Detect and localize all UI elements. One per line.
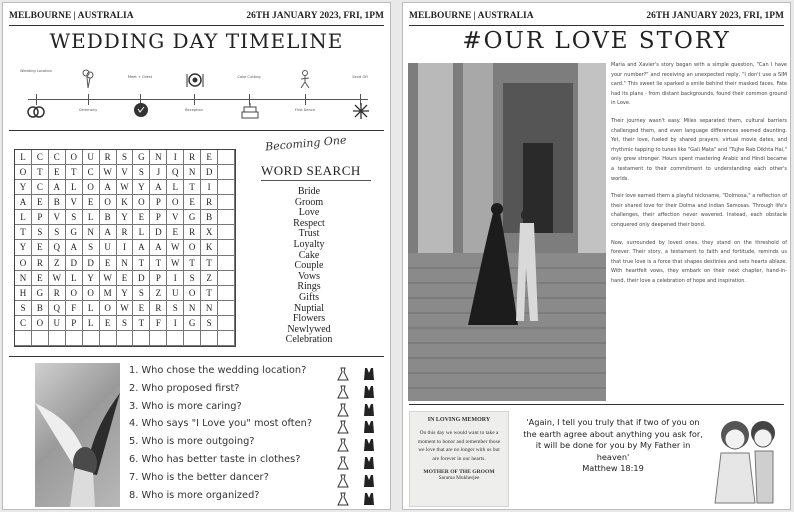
- word-search-cell: D: [133, 271, 150, 286]
- word-search-cell: R: [201, 195, 218, 210]
- word-search-cell: G: [184, 316, 201, 331]
- word-search-cell: V: [117, 165, 134, 180]
- story-text: [611, 61, 787, 294]
- word-search-cell: T: [184, 256, 201, 271]
- word-search-cell: T: [133, 316, 150, 331]
- word-search-cell: V: [49, 210, 66, 225]
- word-search-cell: T: [133, 256, 150, 271]
- bride-groom-icons: [337, 491, 379, 505]
- location-label: MELBOURNE | AUSTRALIA: [9, 11, 134, 21]
- word-search-cell: R: [150, 301, 167, 316]
- memory-title: IN LOVING MEMORY: [427, 417, 491, 423]
- word-search-cell: S: [184, 271, 201, 286]
- word-search-cell: Q: [49, 301, 66, 316]
- word-search-cell: Y: [15, 180, 32, 195]
- word-search-cell: [133, 331, 150, 346]
- word-search-cell: A: [150, 180, 167, 195]
- word-search-cell: S: [133, 165, 150, 180]
- word-search-cell: T: [15, 225, 32, 240]
- word-search-cell: Y: [15, 240, 32, 255]
- word-search-cell: I: [167, 316, 184, 331]
- memory-text: On this day we would want to take a moment to honor and remember those we love that are no longer with us but are forever in our hearts.: [417, 430, 501, 462]
- bride-dress-icon: [338, 457, 348, 469]
- word-list-item: Celebration: [285, 334, 333, 346]
- word-list-item: Nuptial: [294, 302, 324, 314]
- dance-icon: [296, 69, 314, 89]
- bible-quote: [523, 417, 703, 475]
- building-steps-image: [408, 63, 606, 401]
- quiz-question: 4. Who says "I Love you" most often?: [129, 418, 313, 430]
- word-search-cell: T: [66, 165, 83, 180]
- divider: [9, 130, 384, 131]
- word-search-cell: C: [15, 316, 32, 331]
- word-search-cell: [49, 331, 66, 346]
- word-search-cell: S: [32, 225, 49, 240]
- word-search-cell: R: [117, 225, 134, 240]
- groom-suit-icon: [364, 368, 374, 380]
- memory-name: Sarama Mukherjee: [438, 475, 480, 482]
- word-search-cell: [201, 331, 218, 346]
- word-search-cell: O: [66, 286, 83, 301]
- word-search-cell: L: [15, 150, 32, 165]
- word-search-cell: E: [32, 195, 49, 210]
- word-search-cell: [218, 331, 235, 346]
- word-list-item: Gifts: [299, 291, 319, 303]
- word-search-cell: B: [32, 301, 49, 316]
- word-search-cell: [218, 210, 235, 225]
- timeline-label: Ceremony: [78, 108, 98, 112]
- word-list-item: Respect: [293, 217, 325, 229]
- word-search-cell: S: [133, 286, 150, 301]
- word-search-cell: E: [32, 271, 49, 286]
- word-search-cell: K: [201, 240, 218, 255]
- word-search-cell: N: [15, 271, 32, 286]
- word-search-cell: U: [49, 316, 66, 331]
- timeline-label: Send Off: [352, 75, 368, 79]
- couple-cartoon-icon: [713, 413, 787, 507]
- word-search-cell: [218, 180, 235, 195]
- word-search-cell: P: [66, 316, 83, 331]
- word-search-cell: L: [83, 316, 100, 331]
- bride-dress-icon: [338, 368, 348, 380]
- rings-icon: [25, 104, 47, 118]
- divider: [409, 404, 784, 405]
- timeline-label: Wedding Location: [19, 69, 52, 73]
- timeline-label: Reception: [185, 108, 203, 112]
- word-search-cell: S: [167, 301, 184, 316]
- word-search-cell: I: [167, 271, 184, 286]
- in-loving-memory-box: [409, 411, 509, 507]
- word-search-cell: P: [150, 195, 167, 210]
- word-search-cell: W: [117, 301, 134, 316]
- word-search-cell: N: [83, 225, 100, 240]
- word-search-cell: T: [32, 165, 49, 180]
- quote-text: 'Again, I tell you truly that if two of you on the earth agree about anything you ask for, it will be done for you by My Father in heaven': [523, 417, 703, 462]
- word-search-cell: N: [184, 165, 201, 180]
- word-search-cell: L: [133, 225, 150, 240]
- quiz-question: 1. Who chose the wedding location?: [129, 365, 307, 376]
- quiz-question: 7. Who is the better dancer?: [129, 471, 269, 483]
- divider: [9, 356, 384, 357]
- word-search-cell: [100, 331, 117, 346]
- word-search-cell: S: [49, 225, 66, 240]
- word-search-cell: W: [117, 180, 134, 195]
- groom-suit-icon: [364, 439, 374, 451]
- word-search-cell: P: [150, 210, 167, 225]
- word-search-cell: O: [184, 240, 201, 255]
- word-search-cell: D: [201, 165, 218, 180]
- word-search-cell: W: [100, 165, 117, 180]
- word-search-cell: L: [83, 210, 100, 225]
- bride-groom-icons: [337, 384, 379, 398]
- word-search-cell: Y: [117, 210, 134, 225]
- word-search-cell: L: [167, 180, 184, 195]
- word-search-cell: D: [83, 256, 100, 271]
- word-search-cell: W: [167, 256, 184, 271]
- word-list-item: Bride: [297, 186, 321, 197]
- word-search-cell: E: [117, 271, 134, 286]
- word-list-item: Vows: [297, 270, 321, 282]
- story-paragraph: Maria and Xavier's story began with a simple question, "Can I have your number?" and receiving an unexpected reply, "I don't use a SIM card." This sweet lie sparked a smile behind their masked faces. Fate had its plans - from distant backgrounds, found their common ground in Love.: [611, 62, 787, 107]
- word-search-cell: A: [66, 240, 83, 255]
- word-search-cell: S: [201, 316, 218, 331]
- bride-groom-icons: [337, 437, 379, 451]
- word-search-cell: Q: [49, 240, 66, 255]
- divider: [9, 25, 384, 26]
- word-search-cell: R: [32, 256, 49, 271]
- word-search-cell: Y: [117, 286, 134, 301]
- word-search-cell: Y: [133, 180, 150, 195]
- word-search-cell: N: [117, 256, 134, 271]
- word-search-cell: A: [100, 180, 117, 195]
- word-search-cell: Z: [150, 286, 167, 301]
- word-list-item: Loyalty: [293, 238, 325, 250]
- word-search-cell: X: [201, 225, 218, 240]
- groom-suit-icon: [364, 404, 374, 416]
- word-search-cell: T: [201, 286, 218, 301]
- word-search-cell: Z: [49, 256, 66, 271]
- word-search-cell: D: [150, 225, 167, 240]
- word-search-cell: C: [32, 150, 49, 165]
- word-search-cell: O: [83, 180, 100, 195]
- bride-groom-icons: [337, 402, 379, 416]
- word-search-cell: C: [32, 180, 49, 195]
- word-search-cell: C: [83, 165, 100, 180]
- date-label: 26TH JANUARY 2023, FRI, 1PM: [646, 11, 784, 21]
- word-search-cell: E: [83, 195, 100, 210]
- word-search-cell: O: [184, 286, 201, 301]
- bride-dress-icon: [338, 475, 348, 487]
- cake-icon: [240, 102, 260, 120]
- word-search-cell: H: [15, 286, 32, 301]
- word-search-cell: [184, 331, 201, 346]
- word-search-cell: [83, 331, 100, 346]
- word-search-cell: [218, 225, 235, 240]
- word-search-cell: U: [100, 240, 117, 255]
- word-search-cell: S: [83, 240, 100, 255]
- word-search-cell: B: [100, 210, 117, 225]
- word-search-cell: L: [66, 271, 83, 286]
- word-search-cell: V: [66, 195, 83, 210]
- word-search-cell: A: [49, 180, 66, 195]
- quiz-question: 5. Who is more outgoing?: [129, 436, 255, 448]
- word-search-cell: B: [201, 210, 218, 225]
- word-search-cell: K: [117, 195, 134, 210]
- word-search-cell: A: [100, 225, 117, 240]
- word-list-item: Cake: [298, 249, 320, 261]
- word-search-cell: Q: [167, 165, 184, 180]
- timeline-label: Cake Cutting: [237, 75, 261, 79]
- word-search-cell: E: [201, 150, 218, 165]
- word-list-item: Love: [298, 207, 320, 219]
- word-search-cell: T: [150, 256, 167, 271]
- word-search-cell: [218, 286, 235, 301]
- word-search-cell: L: [66, 180, 83, 195]
- story-paragraph: Now, surrounded by loved ones, they stand on the threshold of forever. Their story, a testament to faith and fortitude, reminds us that true love is a force that shapes destinies and sets hearts ablaze. With heartfelt vows, they embark on their next chapter, hand-in-hand, their love a celebration of hope and inspiration.: [611, 239, 787, 284]
- bride-groom-icons: [337, 366, 379, 380]
- groom-suit-icon: [364, 475, 374, 487]
- word-list-item: Newlywed: [287, 323, 331, 335]
- quote-reference: Matthew 18:19: [582, 463, 644, 473]
- word-search-cell: E: [100, 256, 117, 271]
- word-search-cell: E: [184, 195, 201, 210]
- word-search-cell: [150, 331, 167, 346]
- word-search-cell: L: [15, 210, 32, 225]
- word-search-cell: R: [184, 150, 201, 165]
- word-search-cell: N: [184, 301, 201, 316]
- page-title: #OUR LOVE STORY: [462, 28, 731, 54]
- word-search-cell: [218, 316, 235, 331]
- word-search-cell: I: [167, 150, 184, 165]
- word-search-cell: P: [32, 210, 49, 225]
- word-search-cell: [167, 331, 184, 346]
- word-search-cell: O: [133, 195, 150, 210]
- timeline-label: Meet + Greet: [127, 75, 153, 79]
- script-title: Becoming One: [264, 133, 347, 154]
- story-paragraph: Their love earned them a playful nickname, "Dolmosa," a reflection of their shared love for their Dolma and Indian Samosas. Through life's challenges, their affection never wavered. Instead, each obstacle conquered only deepened their bond.: [611, 193, 787, 228]
- word-search-cell: T: [184, 180, 201, 195]
- word-search-cell: I: [117, 240, 134, 255]
- story-paragraph: Their journey wasn't easy. Miles separated them, cultural barriers challenged them, and even language differences seemed daunting. Yet, their love, fueled by shared prayers, virtual movie dates, and rhythmic tapping to tunes like "Gali Mata" and "Tujhe Rab Dikhta Hai," only grew stronger. Hours spent mastering Arabic and Hindi became a testament to their commitment to understanding each other's worlds.: [611, 117, 787, 182]
- page-header: [409, 9, 784, 23]
- word-search-cell: T: [201, 256, 218, 271]
- date-label: 26TH JANUARY 2023, FRI, 1PM: [246, 11, 384, 21]
- word-list-item: Flowers: [292, 313, 326, 325]
- word-search-cell: J: [150, 165, 167, 180]
- word-search-cell: O: [100, 195, 117, 210]
- word-search-cell: S: [117, 316, 134, 331]
- word-search-cell: E: [100, 316, 117, 331]
- quiz-question: 2. Who proposed first?: [129, 382, 240, 394]
- word-search-cell: G: [133, 150, 150, 165]
- groom-suit-icon: [364, 457, 374, 469]
- word-search-cell: [218, 240, 235, 255]
- word-search-cell: G: [66, 225, 83, 240]
- word-search-cell: U: [167, 286, 184, 301]
- divider: [261, 180, 371, 181]
- word-search-cell: F: [150, 316, 167, 331]
- word-search-cell: [218, 195, 235, 210]
- cheers-icon: [131, 102, 151, 118]
- left-page: [2, 2, 391, 510]
- word-search-cell: P: [150, 271, 167, 286]
- word-search-cell: R: [184, 225, 201, 240]
- word-search-cell: N: [150, 150, 167, 165]
- groom-suit-icon: [364, 386, 374, 398]
- word-search-cell: V: [167, 210, 184, 225]
- quiz-question: 8. Who is more organized?: [129, 489, 260, 501]
- word-list-item: Couple: [294, 260, 324, 272]
- dinner-plate-icon: [185, 71, 205, 89]
- word-search-cell: S: [15, 301, 32, 316]
- word-search-cell: R: [49, 286, 66, 301]
- word-search-cell: O: [15, 256, 32, 271]
- word-search-cell: [218, 256, 235, 271]
- word-search-cell: D: [66, 256, 83, 271]
- word-search-cell: S: [66, 210, 83, 225]
- page-header: [9, 9, 384, 23]
- word-search-cell: O: [66, 150, 83, 165]
- bride-dress-icon: [338, 439, 348, 451]
- word-search-cell: S: [117, 150, 134, 165]
- word-list-item: Rings: [297, 281, 321, 293]
- word-search-cell: U: [83, 150, 100, 165]
- bride-dress-icon: [338, 493, 348, 505]
- hands-image: [35, 363, 120, 507]
- word-search-grid: [14, 149, 236, 347]
- word-search-cell: E: [133, 301, 150, 316]
- bride-groom-icons: [337, 473, 379, 487]
- word-search-cell: O: [32, 316, 49, 331]
- word-search-cell: F: [66, 301, 83, 316]
- word-search-cell: E: [49, 165, 66, 180]
- word-search-cell: A: [133, 240, 150, 255]
- divider: [409, 25, 784, 26]
- word-search-cell: M: [100, 286, 117, 301]
- word-search-cell: O: [100, 301, 117, 316]
- word-search-cell: [66, 331, 83, 346]
- timeline-label: First Dance: [294, 108, 316, 112]
- bride-dress-icon: [338, 386, 348, 398]
- word-list-item: Trust: [298, 228, 320, 240]
- groom-suit-icon: [364, 493, 374, 505]
- word-search-cell: Y: [83, 271, 100, 286]
- word-search-cell: C: [49, 150, 66, 165]
- word-search-cell: [32, 331, 49, 346]
- location-label: MELBOURNE | AUSTRALIA: [409, 11, 534, 21]
- word-search-cell: N: [201, 301, 218, 316]
- word-search-cell: A: [15, 195, 32, 210]
- bride-dress-icon: [338, 404, 348, 416]
- word-list-item: Groom: [294, 196, 324, 208]
- groom-suit-icon: [364, 421, 374, 433]
- quiz-question: 6. Who has better taste in clothes?: [129, 454, 301, 465]
- word-search-title: WORD SEARCH: [261, 163, 361, 178]
- word-search-cell: Z: [201, 271, 218, 286]
- word-search-cell: G: [184, 210, 201, 225]
- word-search-cell: O: [83, 286, 100, 301]
- sparkler-icon: [352, 102, 370, 120]
- word-search-cell: [218, 165, 235, 180]
- word-search-cell: [15, 331, 32, 346]
- bride-groom-icons: [337, 419, 379, 433]
- word-search-cell: A: [150, 240, 167, 255]
- word-search-cell: W: [167, 240, 184, 255]
- bride-dress-icon: [338, 421, 348, 433]
- timeline-line: [28, 99, 368, 100]
- word-search-cell: O: [15, 165, 32, 180]
- word-search-cell: W: [49, 271, 66, 286]
- right-page: [402, 2, 791, 510]
- word-search-cell: E: [32, 240, 49, 255]
- word-search-cell: I: [201, 180, 218, 195]
- couple-photo: [408, 63, 606, 401]
- holding-hands-photo: [35, 363, 120, 507]
- word-search-cell: G: [32, 286, 49, 301]
- word-search-cell: W: [100, 271, 117, 286]
- word-search-cell: O: [167, 195, 184, 210]
- word-search-cell: R: [100, 150, 117, 165]
- flowers-icon: [81, 68, 95, 90]
- word-search-cell: E: [133, 210, 150, 225]
- word-search-cell: [117, 331, 134, 346]
- page-title: WEDDING DAY TIMELINE: [49, 29, 344, 53]
- word-search-cell: [218, 301, 235, 316]
- word-search-cell: [218, 271, 235, 286]
- word-search-cell: L: [83, 301, 100, 316]
- word-search-cell: E: [167, 225, 184, 240]
- bride-groom-icons: [337, 455, 379, 469]
- word-list: [249, 187, 369, 346]
- word-search-cell: B: [49, 195, 66, 210]
- quiz-question: 3. Who is more caring?: [129, 400, 242, 412]
- memory-name-title: MOTHER OF THE GROOM: [423, 469, 495, 476]
- word-search-cell: [218, 150, 235, 165]
